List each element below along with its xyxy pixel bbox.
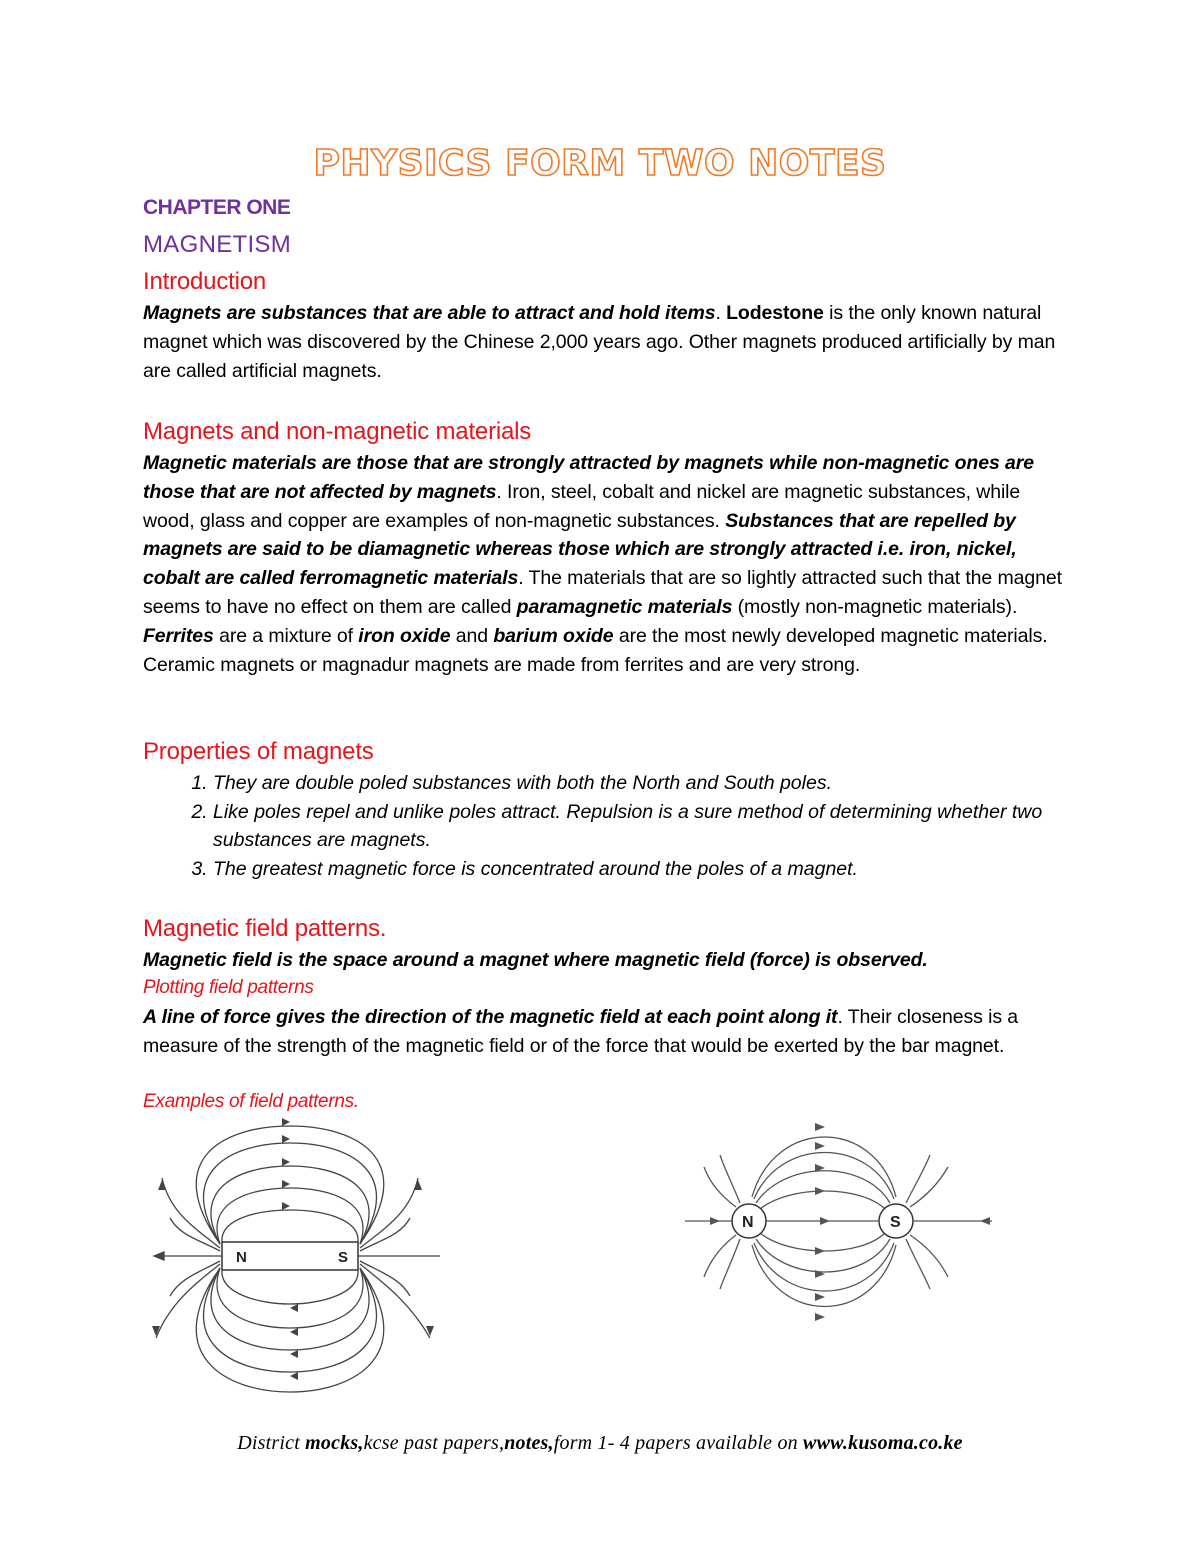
diamagnetic-definition: Substances that are repelled by magnets are said to be diamagnetic whereas those which are strongly attracted i.e. iron, nickel, cobalt are called ferromagnetic materials xyxy=(143,509,1017,590)
south-pole-label: S xyxy=(890,1214,901,1231)
north-pole-label: N xyxy=(742,1214,754,1231)
text-run: . The materials that are so lightly attracted such that the magnet seems to have no effect on them are called xyxy=(143,567,1062,618)
field-heading: Magnetic field patterns. xyxy=(143,915,387,942)
line-of-force-definition: A line of force gives the direction of the magnetic field at each point along it xyxy=(143,1006,838,1028)
text-run: form 1- 4 papers available on xyxy=(553,1432,804,1454)
properties-list xyxy=(143,769,1113,883)
text-run: . Iron, steel, cobalt and nickel are magnetic substances, while wood, glass and copper are examples of non-magnetic substances. xyxy=(143,480,1021,532)
text-run: and xyxy=(450,624,494,647)
south-pole-label: S xyxy=(338,1249,349,1266)
text-run: . Their closeness is a measure of the strength of the magnetic field or of the force that would be exerted by the bar magnet. xyxy=(143,1006,1019,1057)
iron-oxide-term: iron oxide xyxy=(358,624,451,647)
plotting-heading: Plotting field patterns xyxy=(143,977,314,998)
text-run: are the most newly developed magnetic materials. Ceramic magnets or magnadur magnets are made from ferrites and are very strong. xyxy=(143,624,1048,676)
document-title: PHYSICS FORM TWO NOTES xyxy=(313,143,887,184)
list-item: 2. Like poles repel and unlike poles attract. Repulsion is a sure method of determining whether two substances are magnets. xyxy=(213,798,1113,855)
line-of-force-paragraph xyxy=(143,1003,1063,1061)
lodestone-term: Lodestone xyxy=(726,302,824,324)
two-poles-field-diagram xyxy=(680,1115,1000,1335)
field-definition: Magnetic field is the space around a magnet where magnetic field (force) is observed. xyxy=(143,949,928,971)
text-run: District xyxy=(237,1432,306,1454)
text-run: mocks, xyxy=(305,1432,364,1454)
footer-website-link[interactable]: www.kusoma.co.ke xyxy=(803,1432,963,1454)
list-item: 1. They are double poled substances with both the North and South poles. xyxy=(213,769,1113,798)
paramagnetic-term: paramagnetic materials xyxy=(516,595,733,618)
text-run: kcse past papers, xyxy=(363,1432,505,1454)
barium-oxide-term: barium oxide xyxy=(493,624,614,647)
north-pole-label: N xyxy=(236,1249,247,1266)
text-run: are a mixture of xyxy=(213,624,359,647)
magnetic-materials-definition: Magnetic materials are those that are strongly attracted by magnets while non-magnetic ones are those that are not affected by magnets xyxy=(143,452,1035,503)
list-item: 3. The greatest magnetic force is concentrated around the poles of a magnet. xyxy=(213,855,1113,884)
page-footer xyxy=(0,1432,1200,1455)
text-run: . xyxy=(715,302,727,324)
bar-magnet-field-diagram xyxy=(140,1118,460,1398)
text-run: (mostly non-magnetic materials). xyxy=(732,595,1018,618)
materials-paragraph xyxy=(143,449,1063,679)
properties-heading: Properties of magnets xyxy=(143,738,374,765)
introduction-paragraph xyxy=(143,299,1063,385)
magnet-definition: Magnets are substances that are able to attract and hold items xyxy=(143,302,716,324)
text-run: notes, xyxy=(504,1432,554,1454)
ferrites-term: Ferrites xyxy=(143,624,214,647)
text-run: is the only known natural magnet which was discovered by the Chinese 2,000 years ago. Other magnets produced artificially by man are called artificial magnets. xyxy=(143,302,1056,382)
materials-heading: Magnets and non-magnetic materials xyxy=(143,418,532,445)
examples-heading: Examples of field patterns. xyxy=(143,1091,359,1112)
chapter-label: CHAPTER ONE xyxy=(143,196,291,219)
introduction-heading: Introduction xyxy=(143,268,267,295)
chapter-subject: MAGNETISM xyxy=(143,231,292,258)
